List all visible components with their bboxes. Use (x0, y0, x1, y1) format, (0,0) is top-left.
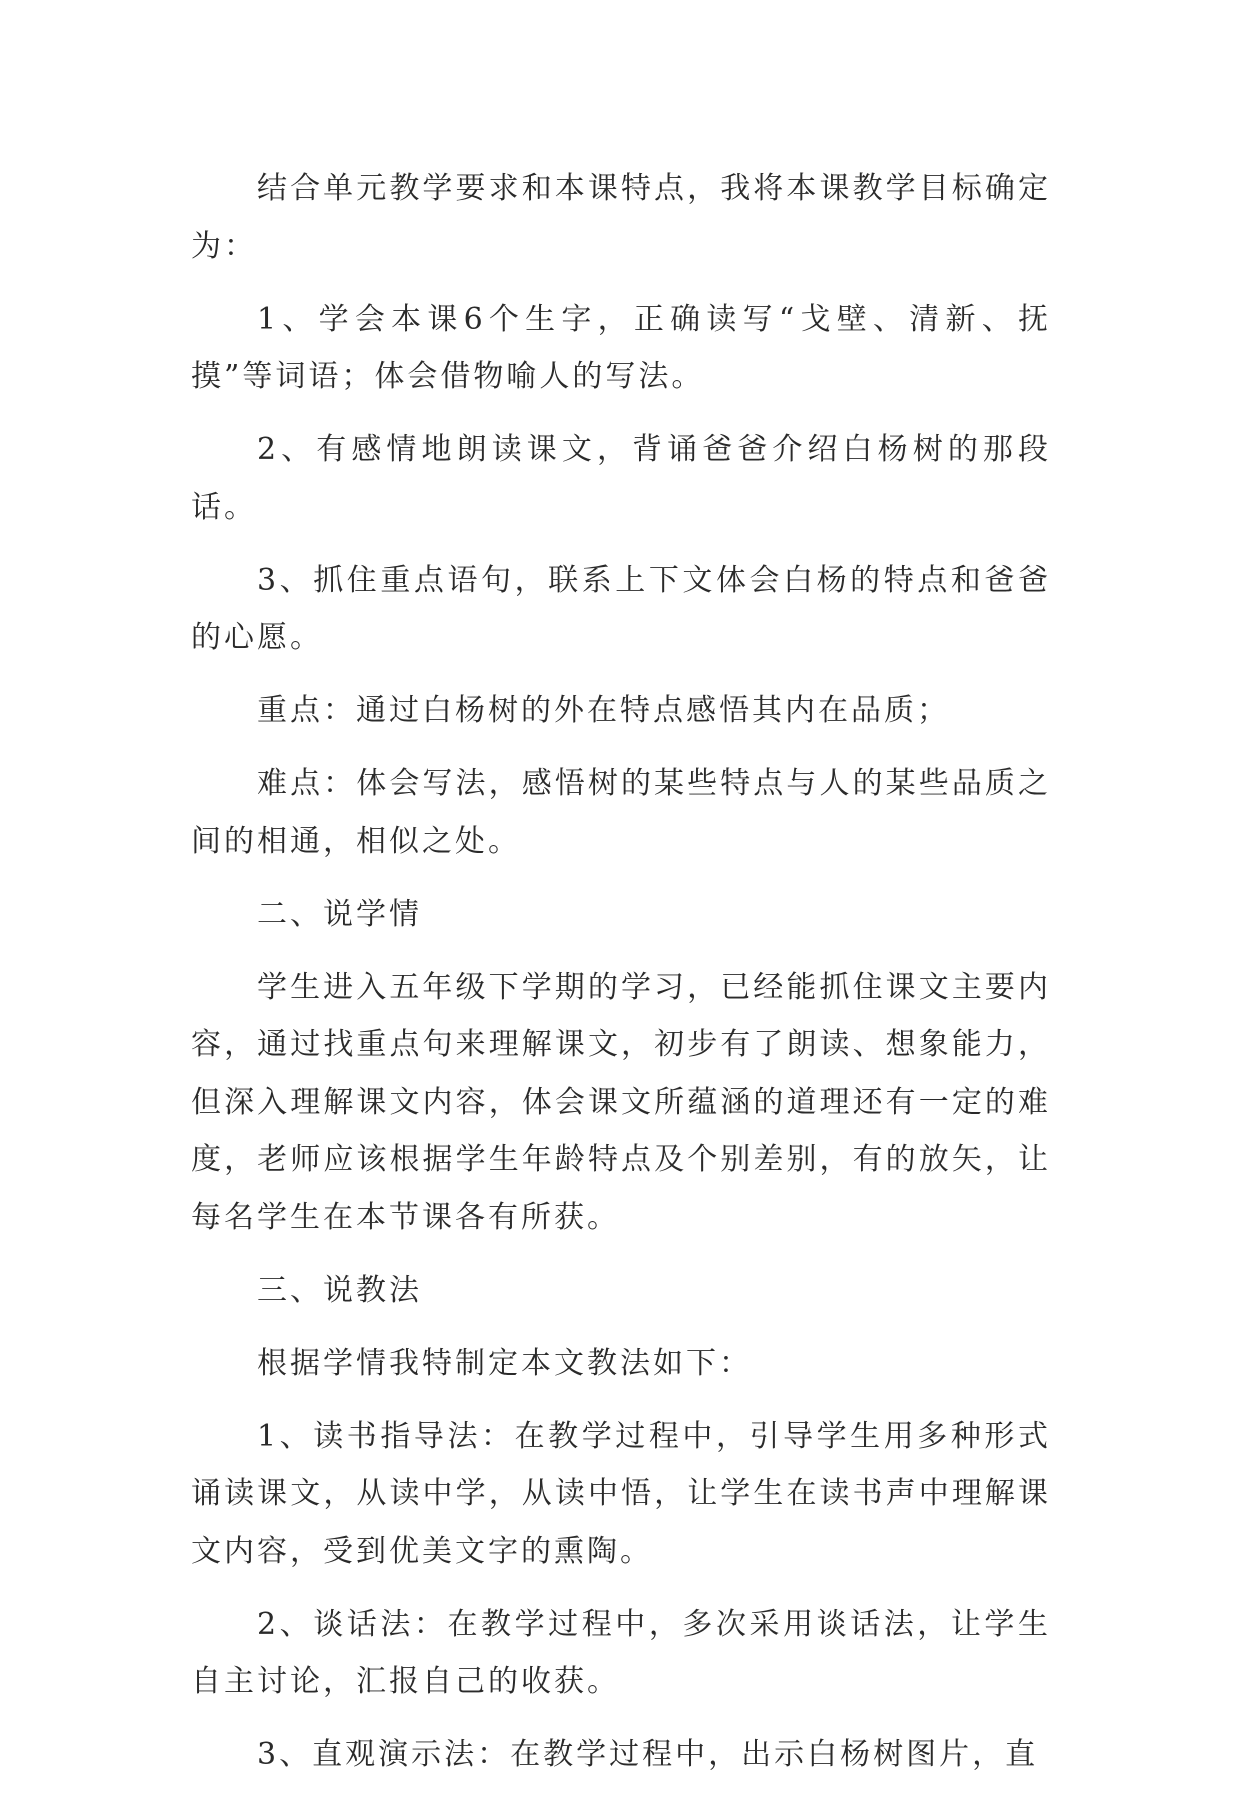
paragraph-method-3: 3、直观演示法：在教学过程中，出示白杨树图片，直 (257, 1737, 1039, 1772)
paragraph-difficult-point: 难点：体会写法，感悟树的某些特点与人的某些品质之间的相通，相似之处。 (191, 766, 1051, 859)
paragraph-key-point: 重点：通过白杨树的外在特点感悟其内在品质； (257, 693, 950, 728)
paragraph-methods-intro: 根据学情我特制定本文教法如下： (257, 1345, 752, 1381)
section-heading-teaching-methods: 三、说教法 (257, 1272, 422, 1308)
paragraph-objective-1: 1、学会本课6个生字，正确读写“戈壁、清新、抚摸”等词语；体会借物喻人的写法。 (191, 301, 1051, 394)
paragraph-objectives-intro: 结合单元教学要求和本课特点，我将本课教学目标确定为： (191, 171, 1051, 264)
paragraph-method-1: 1、读书指导法：在教学过程中，引导学生用多种形式诵读课文，从读中学，从读中悟，让学生在读书声中理解课文内容，受到优美文字的熏陶。 (191, 1418, 1051, 1569)
paragraph-method-2: 2、谈话法：在教学过程中，多次采用谈话法，让学生自主讨论，汇报自己的收获。 (191, 1606, 1051, 1699)
paragraph-objective-3: 3、抓住重点语句，联系上下文体会白杨的特点和爸爸的心愿。 (191, 562, 1051, 655)
paragraph-student-analysis: 学生进入五年级下学期的学习，已经能抓住课文主要内容，通过找重点句来理解课文，初步有了朗读、想象能力，但深入理解课文内容，体会课文所蕴涵的道理还有一定的难度，老师应该根据学生年龄特点及个别差别，有的放矢，让每名学生在本节课各有所获。 (191, 969, 1051, 1235)
document-body (191, 160, 1051, 1799)
section-heading-student-analysis: 二、说学情 (257, 896, 422, 932)
paragraph-objective-2: 2、有感情地朗读课文，背诵爸爸介绍白杨树的那段话。 (191, 432, 1051, 525)
